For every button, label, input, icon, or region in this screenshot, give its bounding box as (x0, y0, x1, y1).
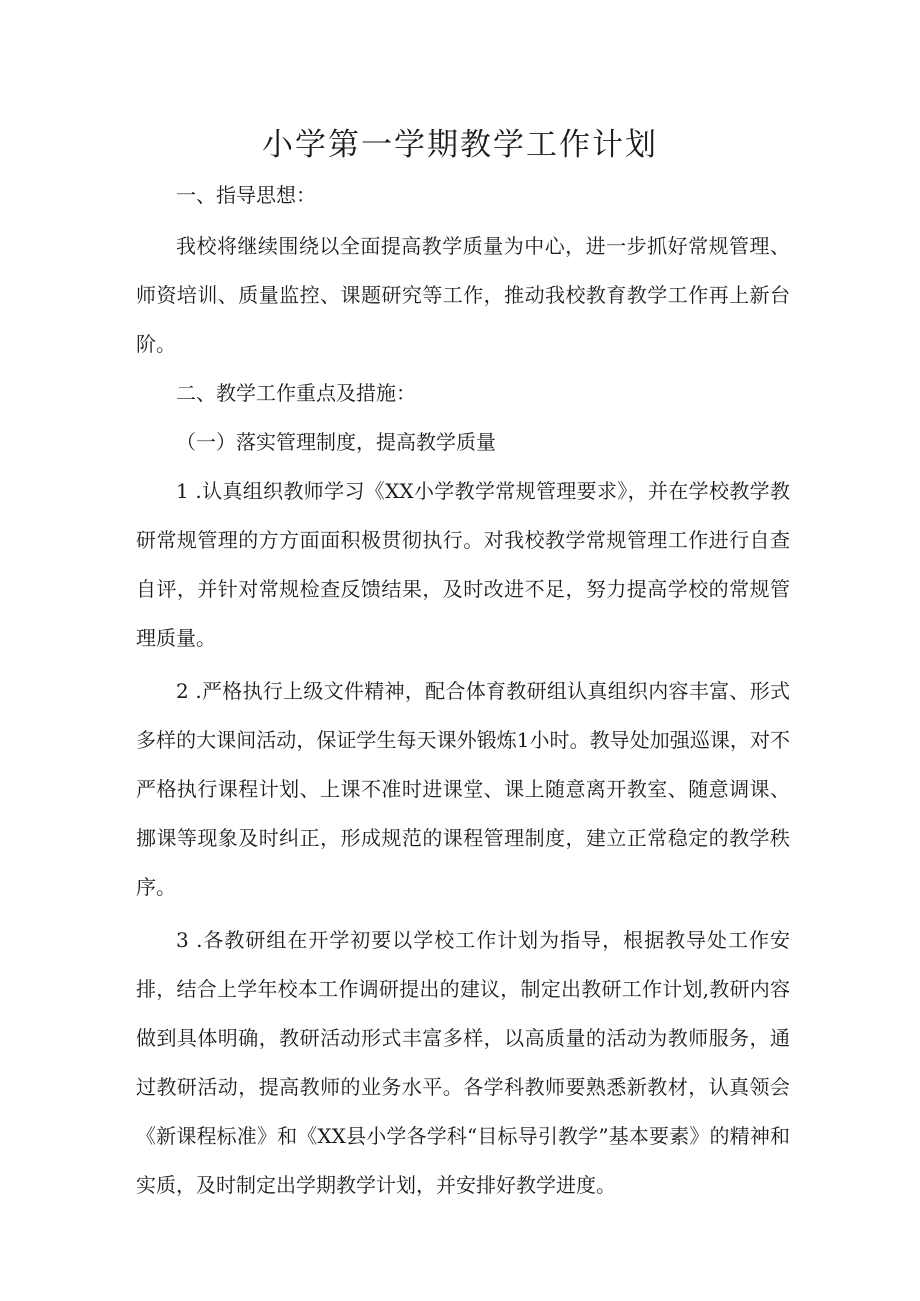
section-heading-guiding-ideology: 一、指导思想： (176, 183, 316, 207)
document-body (136, 171, 790, 1210)
paragraph-item-3: 3 .各教研组在开学初要以学校工作计划为指导，根据教导处工作安排，结合上学年校本工作调研提出的建议，制定出教研工作计划,教研内容做到具体明确，教研活动形式丰富多样，以高质量的活动为教师服务，通过教研活动，提高教师的业务水平。各学科教师要熟悉新教材，认真领会《新课程标准》和《XX县小学各学科“目标导引教学”基本要素》的精神和实质，及时制定出学期教学计划，并安排好教学进度。 (136, 928, 790, 1197)
paragraph-item-1: 1 .认真组织教师学习《XX小学教学常规管理要求》，并在学校教学教研常规管理的方方面面积极贯彻执行。对我校教学常规管理工作进行自查自评，并针对常规检查反馈结果，及时改进不足，努力提高学校的常规管理质量。 (136, 479, 790, 650)
paragraph-guiding-ideology: 我校将继续围绕以全面提高教学质量为中心，进一步抓好常规管理、师资培训、质量监控、课题研究等工作，推动我校教育教学工作再上新台阶。 (136, 234, 790, 356)
document-title: 小学第一学期教学工作计划 (262, 127, 658, 163)
paragraph-item-2: 2 .严格执行上级文件精神，配合体育教研组认真组织内容丰富、形式多样的大课间活动，保证学生每天课外锻炼1小时。教导处加强巡课，对不严格执行课程计划、上课不准时进课堂、课上随意离开教室、随意调课、挪课等现象及时纠正，形成规范的课程管理制度，建立正常稳定的教学秩序。 (136, 679, 790, 899)
subsection-heading-management: （一）落实管理制度，提高教学质量 (176, 430, 496, 454)
section-heading-key-work: 二、教学工作重点及措施： (176, 381, 416, 405)
